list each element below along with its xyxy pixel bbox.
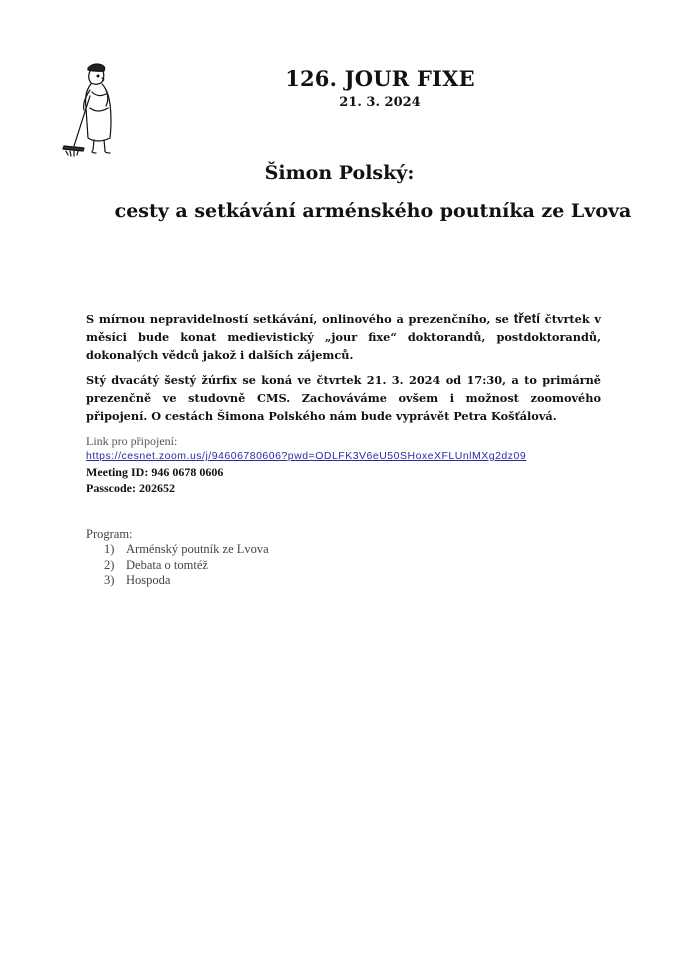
speaker-name: Šimon Polský: [264,162,415,184]
list-item-number: 1) [104,542,115,556]
intro-text-before: S mírnou nepravidelností setkávání, onlinového a prezenčního, se [86,312,514,326]
list-item [104,558,269,574]
intro-paragraph [86,309,601,364]
event-title: 126. JOUR FIXE [285,66,475,91]
program-label: Program: [86,527,133,541]
details-paragraph: Stý dvacátý šestý žúrfix se koná ve čtvrtek 21. 3. 2024 od 17:30, a to primárně prezenčně ve studovně CMS. Zachováváme ovšem i možnost zoomového připojení. O cestách Šimona Polského nám bude vyprávět Petra Košťálová. [86,373,601,423]
list-item-number: 2) [104,557,115,572]
list-item-text: Hospoda [126,573,171,587]
event-date: 21. 3. 2024 [339,95,421,110]
intro-emphasis: třetí [513,310,541,326]
list-item-number: 3) [104,573,115,587]
list-item-text: Arménský poutník ze Lvova [126,542,269,556]
passcode: Passcode: 202652 [86,481,175,495]
list-item-text: Debata o tomtéž [126,557,208,572]
program-list [104,542,269,589]
list-item [104,573,269,589]
talk-title: cesty a setkávání arménského poutníka ze Lvova [114,200,632,222]
intro-text-after: čtvrtek v měsíci bude konat medievistický „jour fixe“ doktorandů, postdoktorandů, dokonalých vědců jakož i dalších zájemců. [86,312,601,362]
link-label: Link pro připojení: [86,434,178,448]
sweeper-figure-logo [60,58,126,162]
list-item [104,542,269,558]
meeting-id: Meeting ID: 946 0678 0606 [86,465,224,479]
zoom-link[interactable]: https://cesnet.zoom.us/j/94606780606?pwd=ODLFK3V6eU50SHoxeXFLUnlMXg2dz09 [86,450,527,462]
